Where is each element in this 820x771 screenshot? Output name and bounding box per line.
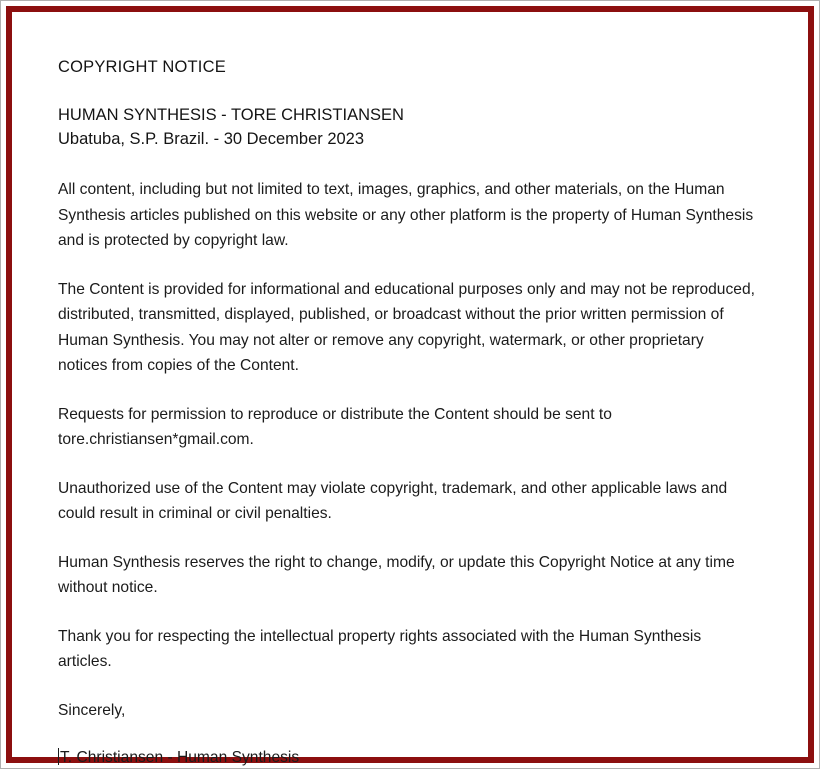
paragraph-usage-restrictions: The Content is provided for informational and educational purposes only and may not be reproduced, distributed, transmitted, displayed, published, or broadcast without the prior written permission of Human Synthesis. You may not alter or remove any copyright, watermark, or other proprietary notices from copies of the Content. xyxy=(58,280,755,374)
paragraph-notice-changes: Human Synthesis reserves the right to change, modify, or update this Copyright Notice at any time without notice. xyxy=(58,553,735,596)
heading-location-date: Ubatuba, S.P. Brazil. - 30 December 2023 xyxy=(58,130,365,148)
text-cursor-icon xyxy=(58,748,59,765)
signature-line xyxy=(58,745,756,771)
paragraph-thank-you: Thank you for respecting the intellectual property rights associated with the Human Synthesis articles. xyxy=(58,627,702,670)
paragraph-unauthorized-use: Unauthorized use of the Content may violate copyright, trademark, and other applicable laws and could result in criminal or civil penalties. xyxy=(58,479,728,522)
paragraph-content-ownership: All content, including but not limited to text, images, graphics, and other materials, on the Human Synthesis articles published on this website or any other platform is the property of Human Synthesis and is protected by copyright law. xyxy=(58,181,754,249)
sign-off: Sincerely, xyxy=(58,701,126,719)
copyright-notice-document xyxy=(12,12,808,766)
heading-organization: HUMAN SYNTHESIS - TORE CHRISTIANSEN xyxy=(58,106,404,124)
page-title: COPYRIGHT NOTICE xyxy=(58,58,226,76)
paragraph-permission-requests: Requests for permission to reproduce or distribute the Content should be sent to tore.christiansen*gmail.com. xyxy=(58,405,612,448)
document-heading xyxy=(58,103,756,151)
signature-name: T. Christiansen - Human Synthesis xyxy=(60,749,300,766)
decorative-red-border xyxy=(6,6,814,766)
